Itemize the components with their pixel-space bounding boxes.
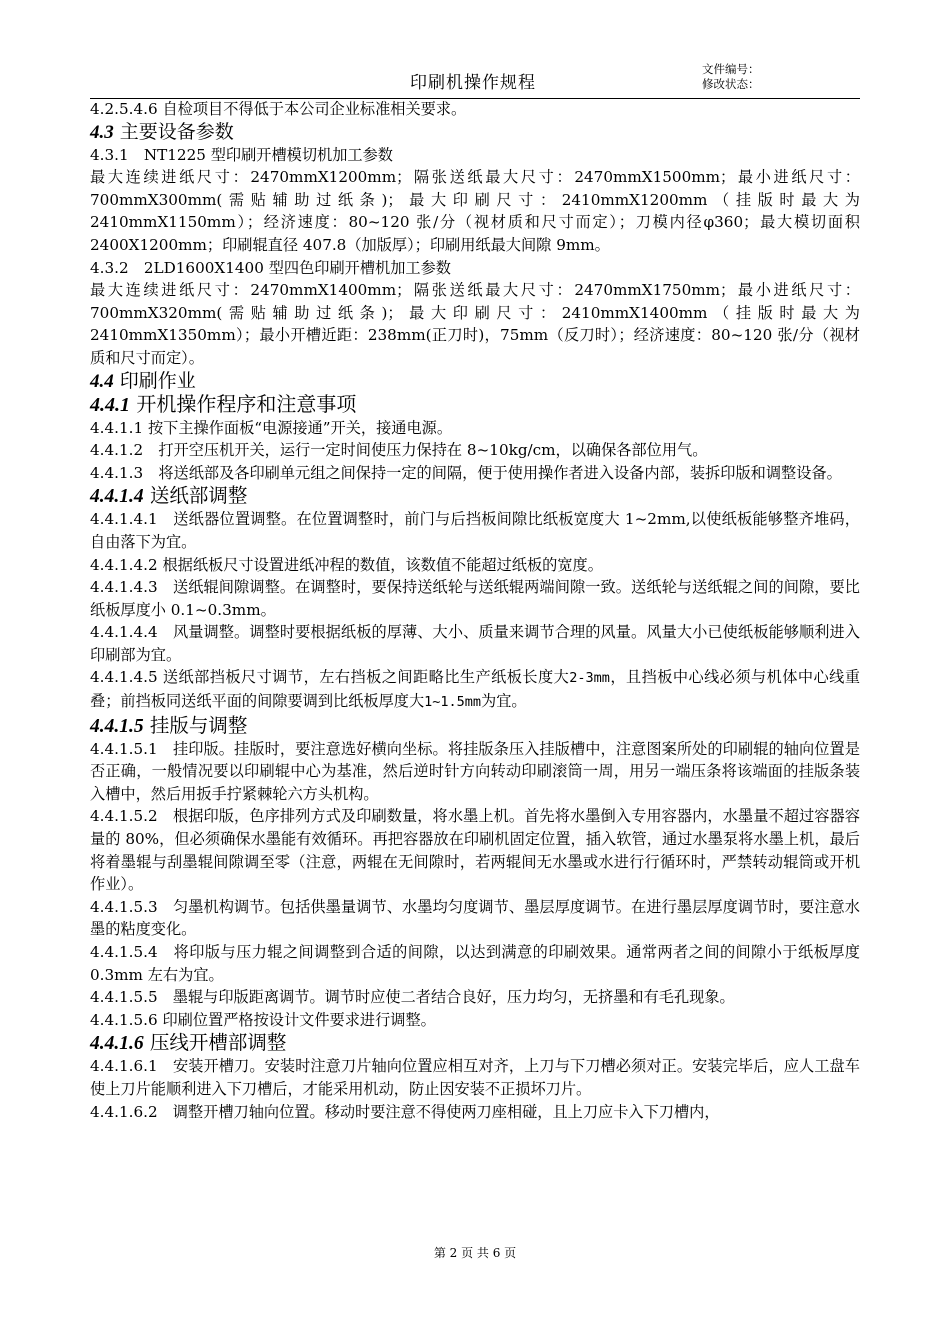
paragraph: 4.4.1.5.3 匀墨机构调节。包括供墨量调节、水墨均匀度调节、墨层厚度调节。在进行墨层厚度调节时，要注意水墨的粘度变化。	[90, 897, 860, 939]
paragraph: 4.4.1.5.2 根据印版，色序排列方式及印刷数量，将水墨上机。首先将水墨倒入专用容器内，水墨量不超过容器容量的 80%，但必须确保水墨能有效循环。再把容器放在印刷机固定位置，插入软管，通过水墨泵将水墨上机，最后将着墨辊与刮墨辊间隙调至零（注意，两辊在无间隙时，若两辊间无水墨或水进行行循环时，严禁转动辊筒或开机作业）。	[90, 807, 860, 894]
section-heading-4-4-1-5: 4.4.1.5 挂版与调整	[90, 713, 248, 737]
paragraph: 4.4.1.5.5 墨辊与印版距离调节。调节时应使二者结合良好，压力均匀，无挤墨和有毛孔现象。	[90, 988, 735, 1007]
page-header	[90, 56, 860, 99]
section-heading-4-4: 4.4 印刷作业	[90, 369, 196, 392]
paragraph: 4.4.1.4.4 风量调整。调整时要根据纸板的厚薄、大小、质量来调节合理的风量。风量大小已使纸板能够顺利进入印刷部为宜。	[90, 623, 860, 664]
section-heading-4-4-1: 4.4.1 开机操作程序和注意事项	[90, 391, 357, 416]
subsection-4-3-2: 4.3.2 2LD1600X1400 型四色印刷开槽机加工参数	[90, 258, 451, 277]
page-footer: 第 2 页 共 6 页	[433, 1246, 517, 1260]
section-heading-4-4-1-4: 4.4.1.4 送纸部调整	[90, 484, 248, 508]
paragraph: 4.4.1.4.2 根据纸板尺寸设置进纸冲程的数值，该数值不能超过纸板的宽度。	[90, 555, 603, 574]
document-body	[90, 98, 860, 1123]
paragraph: 最大连续进纸尺寸：2470mmX1200mm；隔张送纸最大尺寸：2470mmX1500mm；最小进纸尺寸：700mmX300mm(需贴辅助过纸条)；最大印刷尺寸：2410mmX1200mm（挂版时最大为2410mmX1150mm）；经济速度：80~120 张/分（视材质和尺寸而定）；刀模内径φ360；最大模切面积 2400X1200mm；印刷辊直径 407.8（加版厚）；印刷用纸最大间隙 9mm。	[90, 168, 860, 254]
section-heading-4-3: 4.3 主要设备参数	[90, 120, 234, 143]
paragraph: 4.4.1.4.3 送纸辊间隙调整。在调整时，要保持送纸轮与送纸辊两端间隙一致。送纸轮与送纸辊之间的间隙，要比纸板厚度小 0.1~0.3mm。	[90, 578, 860, 619]
paragraph: 4.4.1.5.1 挂印版。挂版时，要注意选好横向坐标。将挂版条压入挂版槽中，注意图案所处的印刷辊的轴向位置是否正确，一般情况要以印刷辊中心为基准，然后逆时针方向转动印刷滚筒一周，用另一端压条将该端面的挂版条装入槽中，然后用扳手拧紧棘轮六方头机构。	[90, 739, 860, 803]
paragraph: 4.4.1.5.4 将印版与压力辊之间调整到合适的间隙，以达到满意的印刷效果。通常两者之间的间隙小于纸板厚度 0.3mm 左右为宜。	[90, 943, 860, 984]
doc-number-label: 文件编号：	[702, 62, 760, 76]
paragraph: 4.4.1.3 将送纸部及各印刷单元组之间保持一定的间隔，便于使用操作者进入设备内部，装拆印版和调整设备。	[90, 463, 842, 482]
paragraph: 4.4.1.2 打开空压机开关，运行一定时间使压力保持在 8~10kg/cm，以确保各部位用气。	[90, 441, 708, 460]
revision-label: 修改状态：	[702, 77, 760, 91]
paragraph: 4.4.1.6.1 安装开槽刀。安装时注意刀片轴向位置应相互对齐，上刀与下刀槽必须对正。安装完毕后，应人工盘车使上刀片能顺利进入下刀槽后，才能采用机动，防止因安装不正损坏刀片。	[90, 1057, 860, 1098]
subsection-4-3-1: 4.3.1 NT1225 型印刷开槽模切机加工参数	[90, 145, 393, 164]
paragraph: 4.4.1.4.5 送纸部挡板尺寸调节，左右挡板之间距略比生产纸板长度大2-3mm，且挡板中心线必须与机体中心线重叠；前挡板同送纸平面的间隙要调到比纸板厚度大1~1.5mm为宜。	[90, 668, 861, 711]
header-meta	[702, 62, 760, 92]
paragraph: 最大连续进纸尺寸：2470mmX1400mm；隔张送纸最大尺寸：2470mmX1750mm；最小进纸尺寸：700mmX320mm(需贴辅助过纸条)；最大印刷尺寸：2410mmX1400mm（挂版时最大为2410mmX1350mm）；最小开槽近距：238mm(正刀时)，75mm（反刀时）；经济速度：80~120 张/分（视材质和尺寸而定）。	[90, 281, 860, 367]
paragraph: 4.4.1.6.2 调整开槽刀轴向位置。移动时要注意不得使两刀座相碰，且上刀应卡入下刀槽内，	[90, 1102, 720, 1121]
header-title: 印刷机操作规程	[410, 73, 536, 93]
paragraph: 4.4.1.4.1 送纸器位置调整。在位置调整时，前门与后挡板间隙比纸板宽度大 1~2mm,以使纸板能够整齐堆码，自由落下为宜。	[90, 510, 860, 551]
paragraph: 4.2.5.4.6 自检项目不得低于本公司企业标准相关要求。	[90, 100, 467, 118]
paragraph: 4.4.1.5.6 印刷位置严格按设计文件要求进行调整。	[90, 1010, 436, 1029]
section-heading-4-4-1-6: 4.4.1.6 压线开槽部调整	[90, 1031, 287, 1055]
paragraph: 4.4.1.1 按下主操作面板“电源接通”开关，接通电源。	[90, 418, 453, 437]
